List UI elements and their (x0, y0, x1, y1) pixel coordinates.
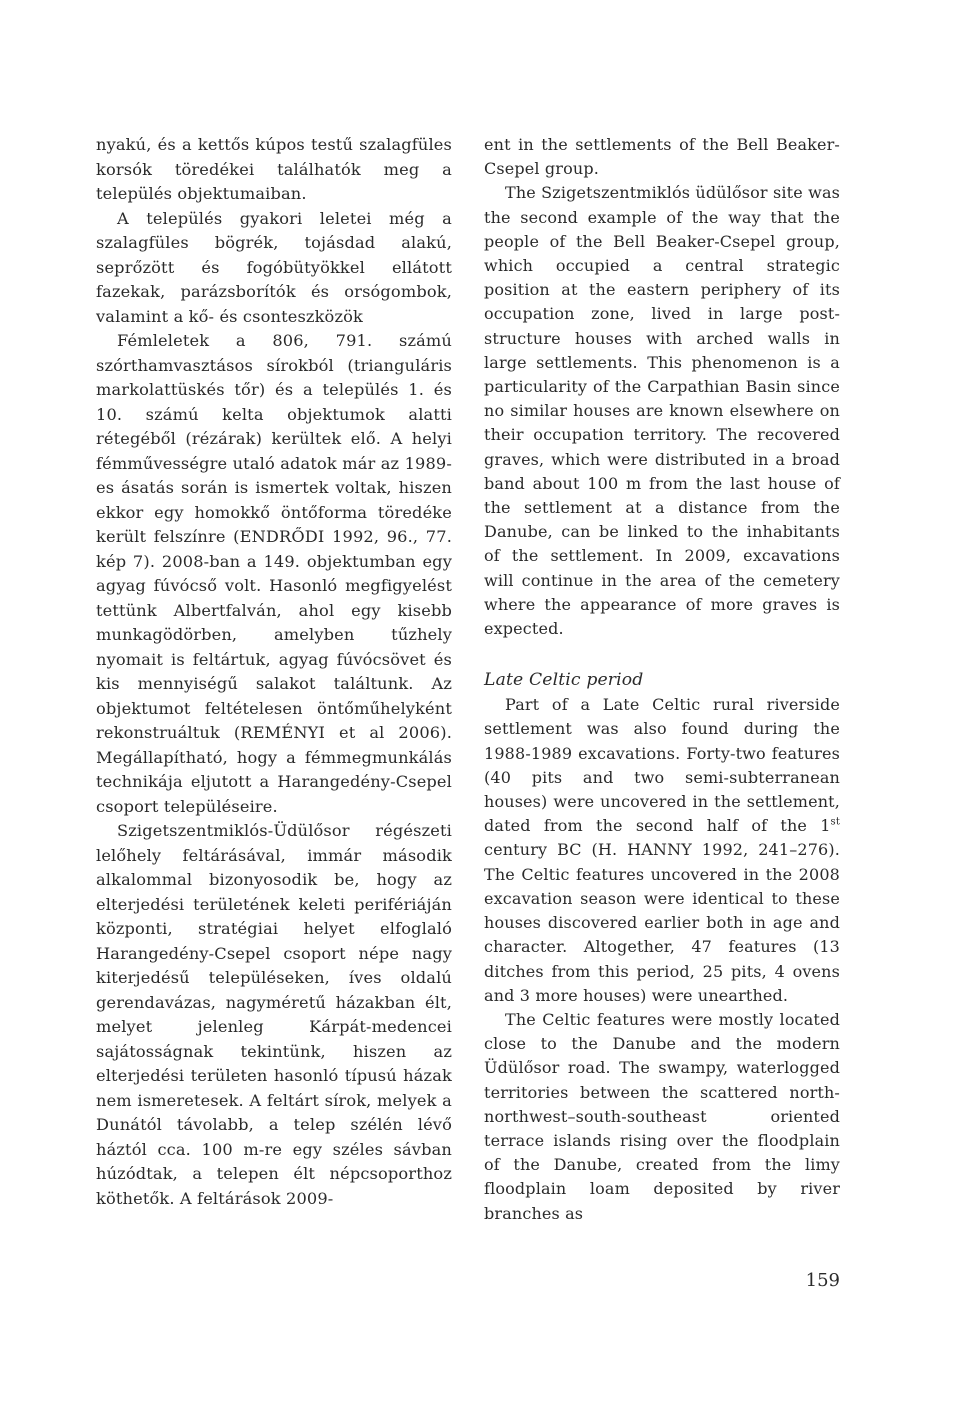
paragraph: ent in the settlements of the Bell Beaker-Csepel group. (484, 135, 840, 179)
paragraph-text: Part of a Late Celtic rural riverside settlement was also found during the 1988-1989 excavations. Forty-two features (40 pits and two semi-subterranean houses) were uncovered in the settlement, dated from the second half of the 1 (484, 695, 840, 836)
left-column (96, 133, 452, 1211)
paragraph-text: century BC (H. HANNY 1992, 241–276). The Celtic features uncovered in the 2008 excavation season were identical to these houses discovered earlier both in age and character. Altogether, 47 features (13 ditches from this period, 25 pits, 4 ovens and 3 more houses) were unearthed. (484, 840, 840, 1005)
paragraph: Szigetszentmiklós-Üdülősor régészeti lelőhely feltárásával, immár második alkalommal bizonyosodik be, hogy az elterjedési területének keleti perifériáján központi, stratégiai helyet elfoglaló Harangedény-Csepel csoport népe nagy kiterjedésű településeken, íves oldalú gerendavázas, nagyméretű házakban élt, melyet jelenleg Kárpát-medencei sajátosságnak tekintünk, hiszen az elterjedési területen hasonló típusú házak nem ismeretesek. A feltárt sírok, melyek a Dunától távolabb, a telep szélén lévő háztól cca. 100 m-re egy széles sávban húzódtak, a telepen élt népcsoporthoz köthetők. A feltárások 2009- (96, 821, 452, 1208)
page-number: 159 (805, 1270, 840, 1291)
paragraph: A település gyakori leletei még a szalagfüles bögrék, tojásdad alakú, seprőzött és fogóbütyökkel ellátott fazekak, parázsborítók és orsógombok, valamint a kő- és csonteszközök (96, 208, 452, 326)
section-heading: Late Celtic period (484, 670, 644, 691)
paragraph: Fémleletek a 806, 791. számú szórthamvasztásos sírokból (trianguláris markolattüskés tőr) és a település 1. és 10. számú kelta objektumok alatti rétegéből (rézárak) kerültek elő. A helyi fémművességre utaló adatok már az 1989-es ásatás során is ismertek voltak, hiszen ekkor egy homokkő öntőforma töredéke került felszínre (ENDRŐDI 1992, 96., 77. kép 7). 2008-ban a 149. objektumban egy agyag fúvócső volt. Hasonló megfigyelést tettünk Albertfalván, ahol egy kisebb munkagödörben, amelyben tűzhely nyomait is feltártuk, agyag fúvócsövet és kis mennyiségű salakot találtunk. Az objektumot feltételesen öntőműhelyként rekonstruáltuk (REMÉNYI et al 2006). Megállapítható, hogy a fémmegmunkálás technikája eljutott a Harangedény-Csepel csoport településeire. (96, 331, 452, 816)
ordinal-superscript: st (830, 816, 840, 828)
paragraph: The Szigetszentmiklós üdülősor site was the second example of the way that the people of the Bell Beaker-Csepel group, which occupied a central strategic position at the eastern periphery of its occupation zone, lived in large post-structure houses with arched walls in large settlements. This phenomenon is a particularity of the Carpathian Basin since no similar houses are known elsewhere on their occupation territory. The recovered graves, which were distributed in a broad band about 100 m from the last house of the settlement at a distance from the Danube, can be linked to the inhabitants of the settlement. In 2009, excavations will continue in the area of the cemetery where the appearance of more graves is expected. (484, 183, 840, 639)
right-column (484, 133, 840, 1226)
paragraph: nyakú, és a kettős kúpos testű szalagfüles korsók töredékei találhatók meg a település objektumaiban. (96, 135, 452, 203)
paragraph (484, 693, 840, 1008)
paragraph: The Celtic features were mostly located close to the Danube and the modern Üdülősor road. The swampy, waterlogged territories between the scattered north-northwest–south-southeast oriented terrace islands rising over the floodplain of the Danube, created from the limy floodplain loam deposited by river branches as (484, 1009, 840, 1223)
